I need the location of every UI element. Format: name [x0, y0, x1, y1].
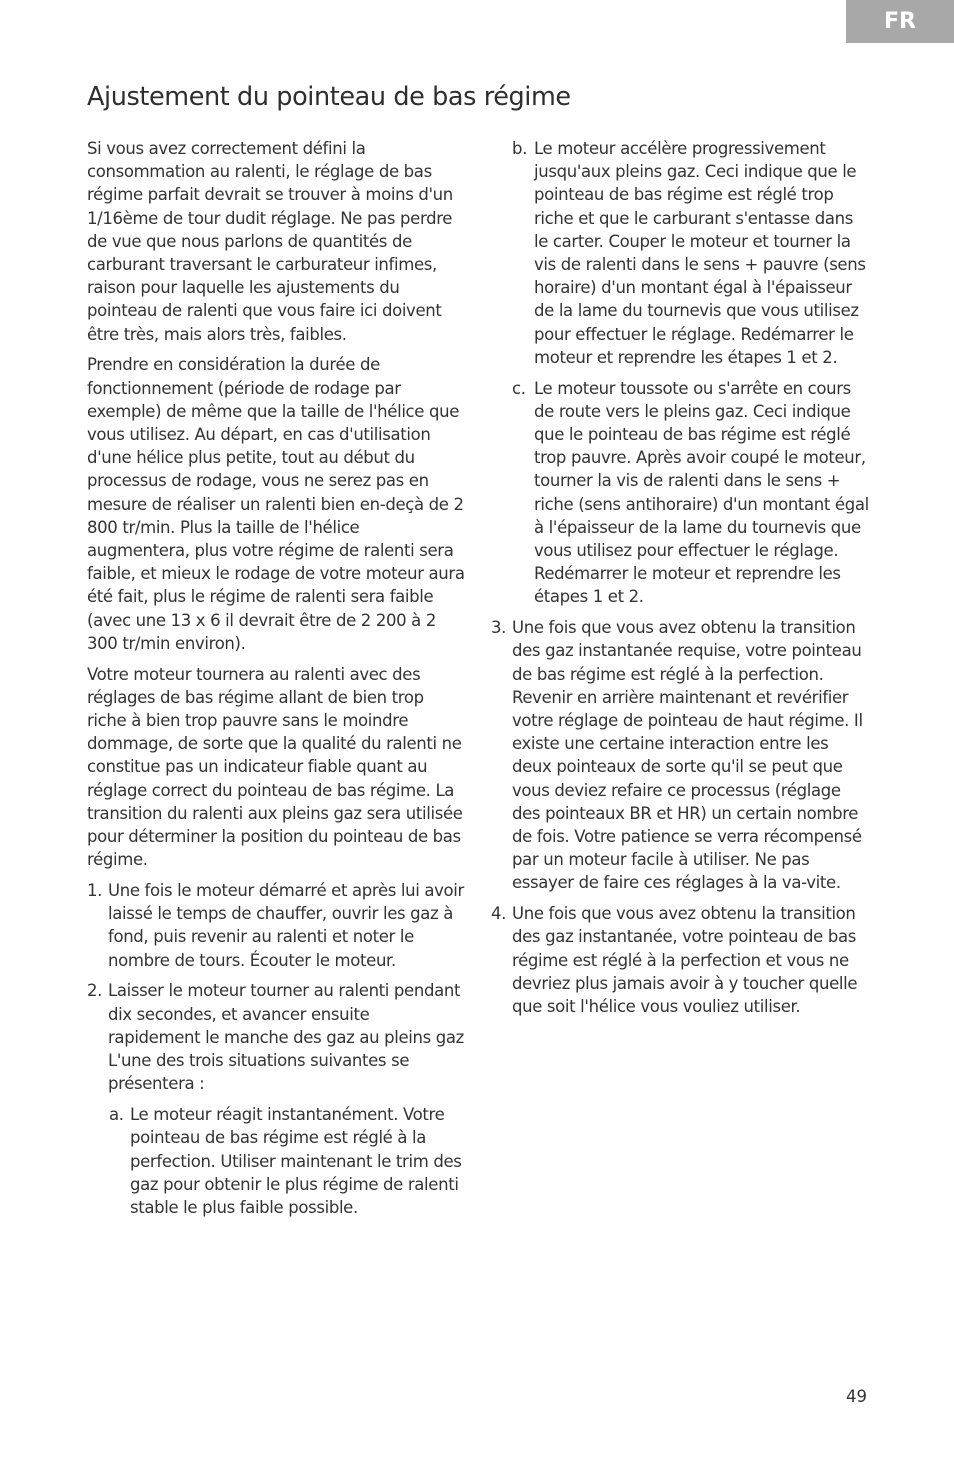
list-marker: 4. — [491, 904, 507, 924]
right-column — [491, 137, 871, 1026]
list-marker: 2. — [87, 981, 103, 1001]
list-item-substep-c — [512, 377, 871, 609]
section-title: Ajustement du pointeau de bas régime — [87, 82, 571, 112]
language-tab: FR — [846, 0, 954, 43]
list-item-text: Une fois que vous avez obtenu la transition des gaz instantanée requise, votre pointeau de bas régime est réglé à la perfection. Revenir en arrière maintenant et revérifier votre réglage de pointeau de haut régime. Il existe une certaine interaction entre les deux pointeaux de sorte qu'il se peut que vous deviez refaire ce processus (réglage des pointeaux BR et HR) un certain nombre de fois. Votre patience se verra récompensé par un moteur facile à utiliser. Ne pas essayer de faire ces réglages à la va-vite. — [512, 618, 863, 893]
list-item-text: Le moteur accélère progressivement jusqu'aux pleins gaz. Ceci indique que le pointeau de bas régime est réglé trop riche et que le carburant s'entasse dans le carter. Couper le moteur et tourner la vis de ralenti dans le sens + pauvre (sens horaire) d'un montant égal à l'épaisseur de la lame du tournevis que vous utilisez pour effectuer le réglage. Redémarrer le moteur et reprendre les étapes 1 et 2. — [534, 139, 866, 367]
list-item-text: Laisser le moteur tourner au ralenti pendant dix secondes, et avancer ensuite rapidement le manche des gaz au pleins gaz L'une des trois situations suivantes se présentera : — [108, 981, 464, 1094]
list-marker: 3. — [491, 618, 507, 638]
list-item-substep-a — [109, 1103, 465, 1219]
list-marker: c. — [512, 378, 526, 398]
list-item-text: Le moteur toussote ou s'arrête en cours de route vers le pleins gaz. Ceci indique que le pointeau de bas régime est réglé trop pauvre. Après avoir coupé le moteur, tourner la vis de ralenti dans le sens + riche (sens antihoraire) d'un montant égal à l'épaisseur de la lame du tournevis que vous utilisez pour effectuer le réglage. Redémarrer le moteur et reprendre les étapes 1 et 2. — [534, 378, 869, 607]
list-marker: 1. — [87, 881, 103, 901]
list-item-text: Le moteur réagit instantanément. Votre pointeau de bas régime est réglé à la perfection. Utiliser maintenant le trim des gaz pour obtenir le plus régime de ralenti stable le plus faible possible. — [130, 1105, 462, 1217]
list-item-step-2 — [87, 979, 465, 1095]
list-item-text: Une fois que vous avez obtenu la transition des gaz instantanée, votre pointeau de bas régime est réglé à la perfection et vous ne devriez plus jamais avoir à y toucher quelle que soit l'hélice vous vouliez utiliser. — [512, 904, 858, 1017]
list-item-step-3 — [491, 616, 871, 894]
list-item-step-1 — [87, 879, 465, 972]
list-item-substep-b — [512, 137, 871, 369]
list-marker: b. — [512, 139, 528, 158]
paragraph: Votre moteur tournera au ralenti avec des réglages de bas régime allant de bien trop riche à bien trop pauvre sans le moindre dommage, de sorte que la qualité du ralenti ne constitue pas un indicateur fiable quant au réglage correct du pointeau de bas régime. La transition du ralenti aux pleins gaz sera utilisée pour déterminer la position du pointeau de bas régime. — [87, 664, 463, 870]
page-number: 49 — [846, 1387, 867, 1406]
left-column — [87, 137, 465, 1227]
paragraph: Si vous avez correctement défini la consommation au ralenti, le réglage de bas régime parfait devrait se trouver à moins d'un 1/16ème de tour dudit réglage. Ne pas perdre de vue que nous parlons de quantités de carburant traversant le carburateur infimes, raison pour laquelle les ajustements du pointeau de ralenti que vous faire ici doivent être très, mais alors très, faibles. — [87, 139, 453, 344]
list-item-text: Une fois le moteur démarré et après lui avoir laissé le temps de chauffer, ouvrir les gaz à fond, puis revenir au ralenti et noter le nombre de tours. Écouter le moteur. — [108, 881, 464, 970]
list-item-step-4 — [491, 902, 871, 1018]
list-marker: a. — [109, 1105, 124, 1125]
paragraph: Prendre en considération la durée de fonctionnement (période de rodage par exemple) de même que la taille de l'hélice que vous utilisez. Au départ, en cas d'utilisation d'une hélice plus petite, tout au début du processus de rodage, vous ne serez pas en mesure de réaliser un ralenti bien en-deçà de 2 800 tr/min. Plus la taille de l'hélice augmentera, plus votre régime de ralenti sera faible, et mieux le rodage de votre moteur aura été fait, plus le régime de ralenti sera faible (avec une 13 x 6 il devrait être de 2 200 à 2 300 tr/min environ). — [87, 355, 465, 653]
